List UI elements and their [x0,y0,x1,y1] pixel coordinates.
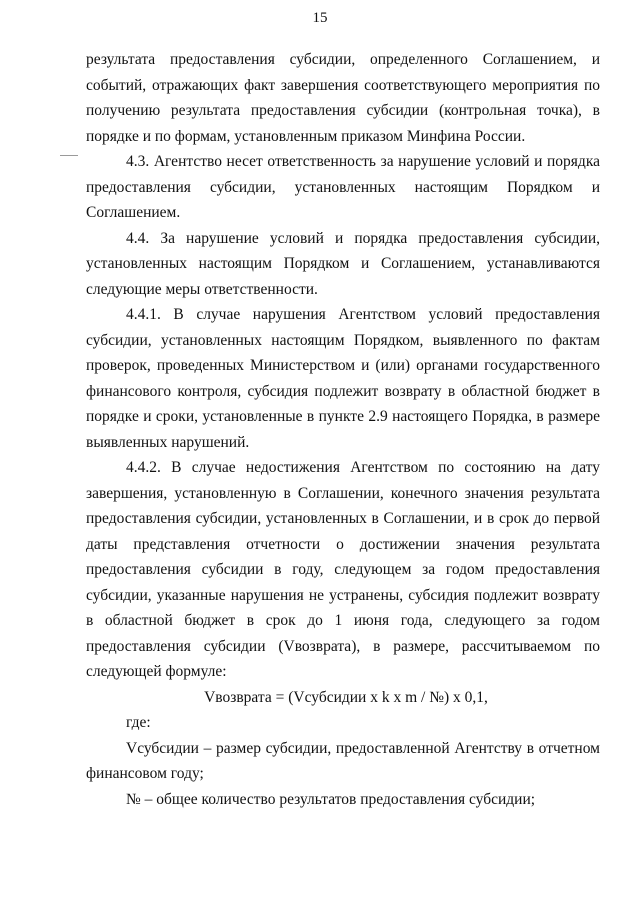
page-number: 15 [312,10,328,26]
definition-results-count: № – общее количество результатов предоставления субсидии; [126,790,536,808]
paragraph-4-4-2: 4.4.2. В случае недостижения Агентством по состоянию на дату завершения, установленную в Соглашении, конечного значения результата предоставления субсидии, установленных в Соглашении, и в срок до первой даты представления отчетности о достижении значения результата предоставления субсидии в году, следующем за годом предоставления субсидии, указанные нарушения не устранены, субсидия подлежит возврату в областной бюджет в срок до 1 июня года, следующего за годом предоставления субсидии (Vвозврата), в размере, рассчитываемом по следующей формуле: [86,459,600,680]
refund-formula: Vвозврата = (Vсубсидии x k x m / №) x 0,1, [204,688,488,706]
paragraph-4-4: 4.4. За нарушение условий и порядка предоставления субсидии, установленных настоящим Порядком и Соглашением, устанавливаются следующие меры ответственности. [86,229,600,298]
document-body [86,47,600,812]
paragraph-4-4-1: 4.4.1. В случае нарушения Агентством условий предоставления субсидии, установленных настоящим Порядком, выявленного по фактам проверок, проведенных Министерством и (или) органами государственного финансового контроля, субсидия подлежит возврату в областной бюджет в порядке и сроки, установленные в пункте 2.9 настоящего Порядка, в размере выявленных нарушений. [86,306,600,451]
margin-mark [60,155,78,156]
paragraph-continuation: результата предоставления субсидии, определенного Соглашением, и событий, отражающих факт завершения соответствующего мероприятия по получению результата предоставления субсидии (контрольная точка), в порядке и по формам, установленным приказом Минфина России. [86,51,600,145]
where-label: где: [126,714,151,731]
paragraph-4-3: 4.3. Агентство несет ответственность за нарушение условий и порядка предоставления субсидии, установленных настоящим Порядком и Соглашением. [86,153,600,221]
definition-subsidy-volume: Vсубсидии – размер субсидии, предоставленной Агентству в отчетном финансовом году; [86,739,600,782]
